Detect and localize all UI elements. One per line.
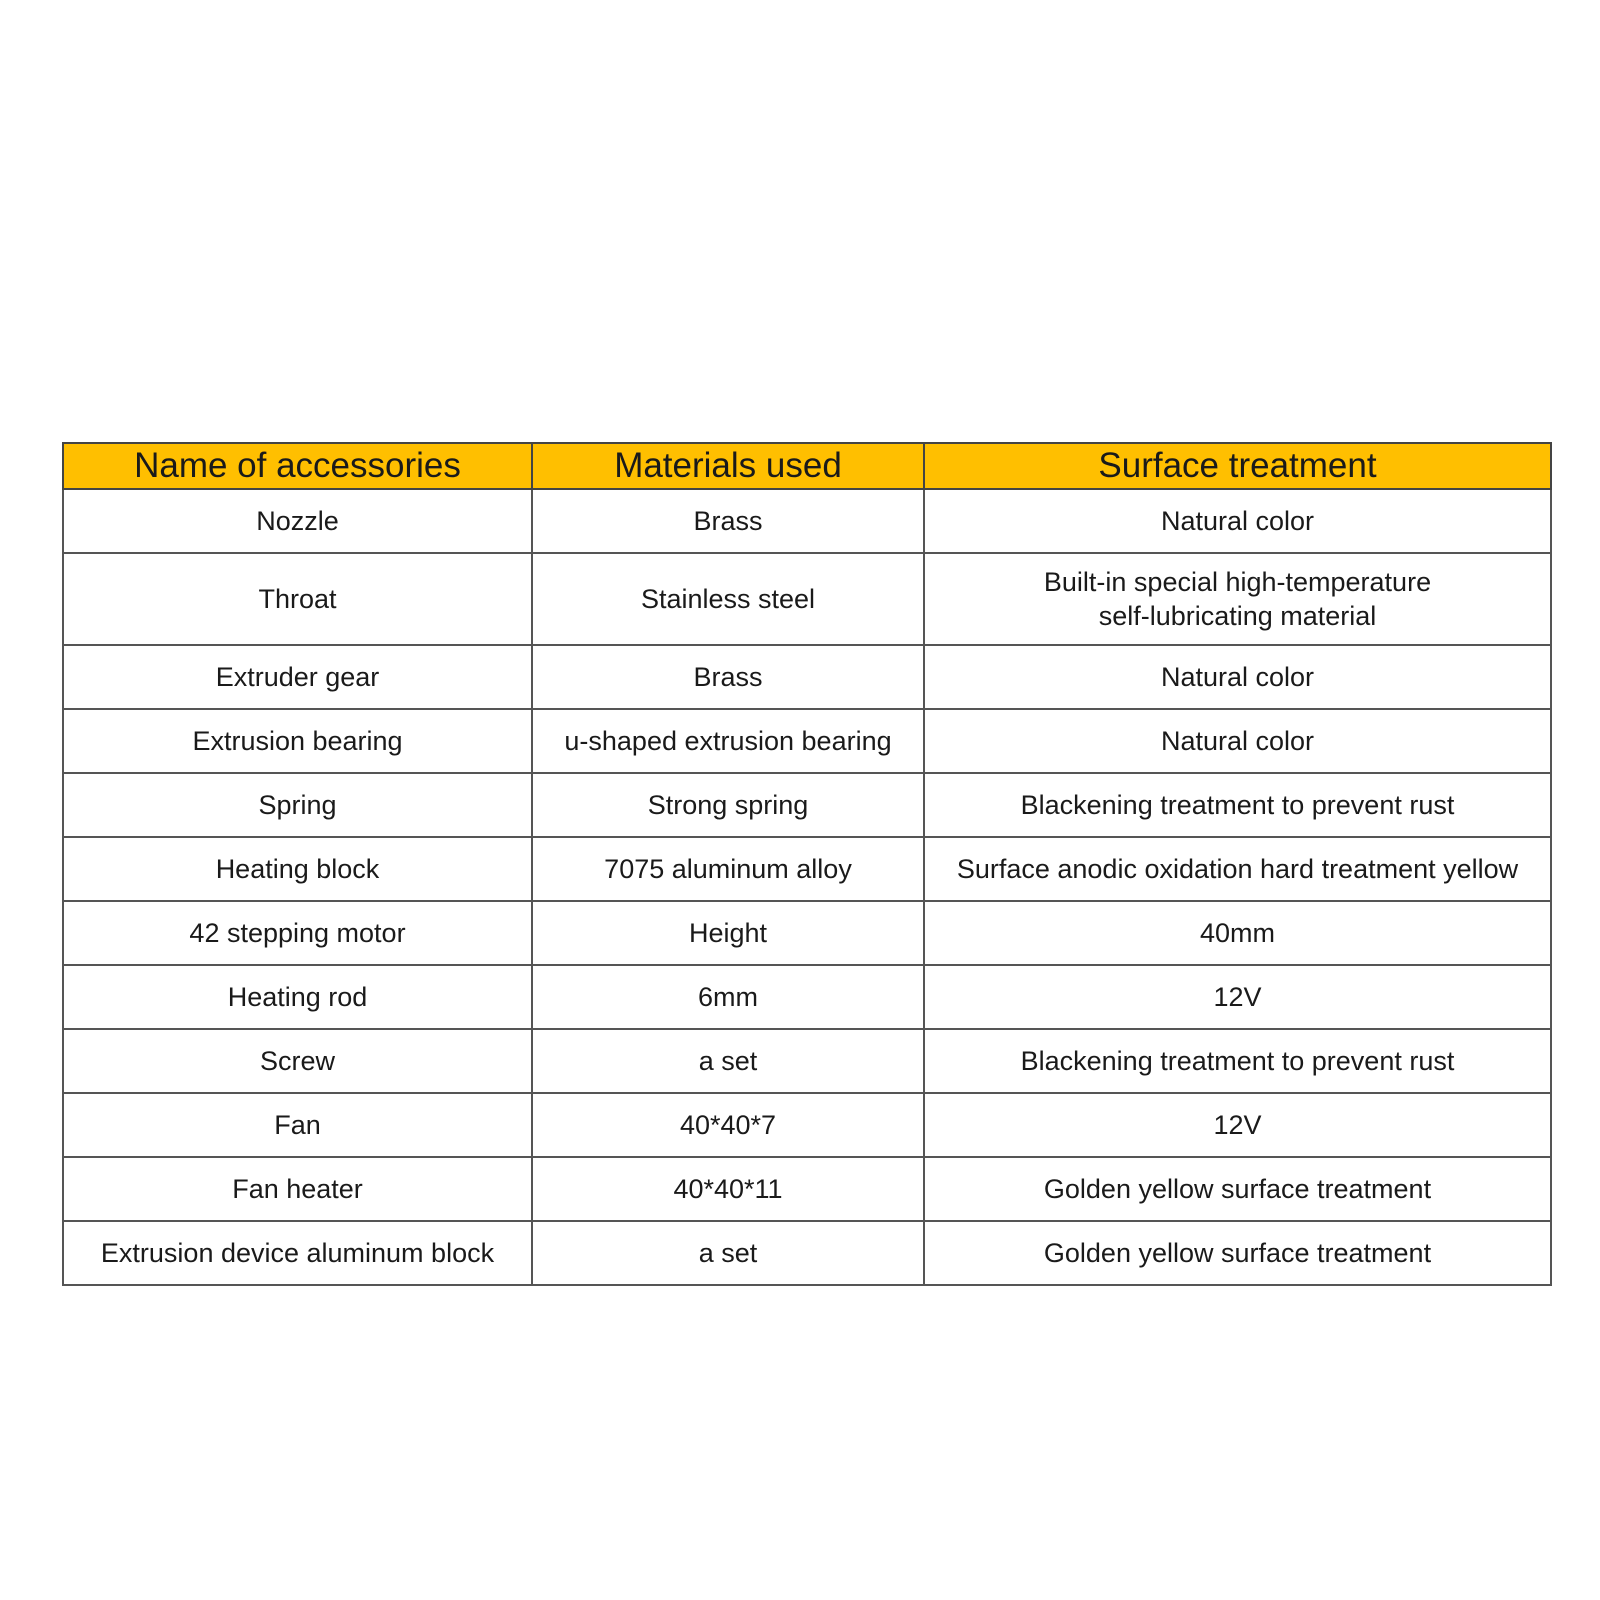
treatment-cell: Golden yellow surface treatment (924, 1221, 1551, 1285)
accessory-name-cell: Spring (63, 773, 532, 837)
accessory-name-cell: Nozzle (63, 489, 532, 553)
treatment-cell: Natural color (924, 489, 1551, 553)
treatment-line: self-lubricating material (1098, 601, 1377, 631)
material-cell: a set (532, 1029, 924, 1093)
treatment-cell: Natural color (924, 709, 1551, 773)
accessory-name-cell: Extrusion device aluminum block (63, 1221, 532, 1285)
material-cell: Height (532, 901, 924, 965)
accessory-name-cell: Throat (63, 553, 532, 645)
table-row (63, 1093, 1551, 1157)
treatment-cell: Golden yellow surface treatment (924, 1157, 1551, 1221)
accessory-name-cell: Heating block (63, 837, 532, 901)
treatment-cell: Blackening treatment to prevent rust (924, 773, 1551, 837)
table-row (63, 709, 1551, 773)
accessories-spec-table (62, 442, 1552, 1286)
header-surface-treatment: Surface treatment (924, 443, 1551, 489)
material-cell: 6mm (532, 965, 924, 1029)
accessory-name-cell: Heating rod (63, 965, 532, 1029)
material-cell: Brass (532, 645, 924, 709)
header-row (63, 443, 1551, 489)
table-row (63, 1029, 1551, 1093)
material-cell: 7075 aluminum alloy (532, 837, 924, 901)
header-materials-used: Materials used (532, 443, 924, 489)
table-row (63, 901, 1551, 965)
table-row (63, 489, 1551, 553)
material-cell: 40*40*11 (532, 1157, 924, 1221)
table-header (63, 443, 1551, 489)
material-cell: Brass (532, 489, 924, 553)
table-row (63, 1221, 1551, 1285)
table-row (63, 553, 1551, 645)
treatment-cell: Surface anodic oxidation hard treatment yellow (924, 837, 1551, 901)
accessory-name-cell: 42 stepping motor (63, 901, 532, 965)
material-cell: 40*40*7 (532, 1093, 924, 1157)
treatment-cell: Natural color (924, 645, 1551, 709)
table-row (63, 1157, 1551, 1221)
material-cell: u-shaped extrusion bearing (532, 709, 924, 773)
table-row (63, 837, 1551, 901)
treatment-line: Built-in special high-temperature (1043, 567, 1432, 597)
table-body (63, 489, 1551, 1285)
treatment-cell: 40mm (924, 901, 1551, 965)
material-cell: a set (532, 1221, 924, 1285)
accessory-name-cell: Fan (63, 1093, 532, 1157)
treatment-cell: 12V (924, 1093, 1551, 1157)
material-cell: Stainless steel (532, 553, 924, 645)
header-name-of-accessories: Name of accessories (63, 443, 532, 489)
material-cell: Strong spring (532, 773, 924, 837)
accessory-name-cell: Screw (63, 1029, 532, 1093)
accessory-name-cell: Extruder gear (63, 645, 532, 709)
accessory-name-cell: Fan heater (63, 1157, 532, 1221)
treatment-cell: 12V (924, 965, 1551, 1029)
table-row (63, 773, 1551, 837)
table-row (63, 645, 1551, 709)
table-row (63, 965, 1551, 1029)
treatment-cell (924, 553, 1551, 645)
accessory-name-cell: Extrusion bearing (63, 709, 532, 773)
treatment-cell: Blackening treatment to prevent rust (924, 1029, 1551, 1093)
